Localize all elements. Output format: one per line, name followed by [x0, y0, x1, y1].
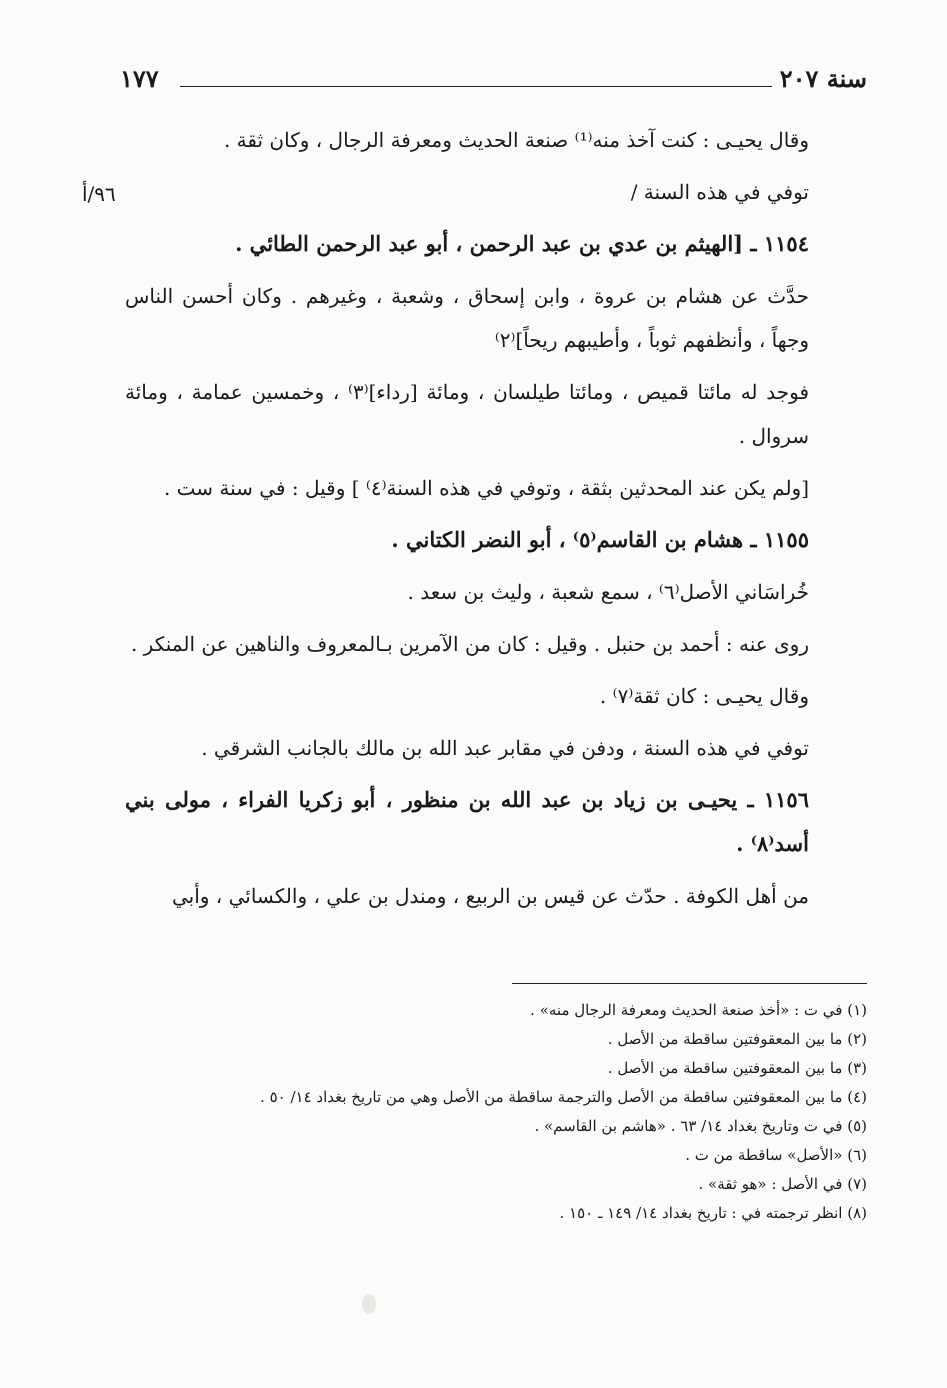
footnote: (١) في ت : «أخذ صنعة الحديث ومعرفة الرجال منه» . [530, 1001, 867, 1019]
paragraph: توفي في هذه السنة ، ودفن في مقابر عبد الله بن مالك بالجانب الشرقي . [201, 736, 809, 760]
main-text [125, 118, 867, 926]
footnote: (٥) في ت وتاريخ بغداد ١٤/ ٦٣ . «هاشم بن القاسم» . [534, 1117, 867, 1135]
paragraph: [ولم يكن عند المحدثين بثقة ، وتوفي في هذه السنة⁽٤⁾ ] وقيل : في سنة ست . [163, 476, 809, 500]
header-rule [180, 86, 772, 87]
paragraph: وقال يحيـى : كنت آخذ منه⁽¹⁾ صنعة الحديث ومعرفة الرجال ، وكان ثقة . [223, 128, 809, 152]
paragraph: توفي في هذه السنة / [630, 180, 809, 204]
paragraph: وقال يحيـى : كان ثقة⁽٧⁾ . [599, 684, 809, 708]
footnote-rule [512, 983, 867, 984]
paragraph: خُراسَاني الأصل⁽٦⁾ ، سمع شعبة ، وليث بن سعد . [407, 580, 809, 604]
paper-smudge [362, 1294, 376, 1314]
paragraph: فوجد له مائتا قميص ، ومائتا طيلسان ، ومائة [رداء]⁽٣⁾ ، وخمسين عمامة ، ومائة سروال . [125, 380, 810, 448]
footnotes [125, 996, 867, 1228]
footnote: (٢) ما بين المعقوفتين ساقطة من الأصل . [607, 1030, 867, 1048]
footnote: (٧) في الأصل : «هو ثقة» . [698, 1175, 867, 1193]
running-head-year: سنة ٢٠٧ [779, 64, 867, 93]
paragraph: حدَّث عن هشام بن عروة ، وابن إسحاق ، وشعبة ، وغيرهم . وكان أحسن الناس وجهاً ، وأنظفهم ثوباً ، وأطيبهم ريحاً]⁽٢⁾ [125, 284, 809, 352]
footnote: (٤) ما بين المعقوفتين ساقطة من الأصل والترجمة ساقطة من الأصل وهي من تاريخ بغداد ١٤/ ٥٠ . [260, 1088, 867, 1106]
footnote: (٨) انظر ترجمته في : تاريخ بغداد ١٤/ ١٤٩ ـ ١٥٠ . [559, 1204, 867, 1222]
page-number: ١٧٧ [120, 64, 159, 93]
page-header [120, 64, 867, 104]
manuscript-folio-note: ٩٦/أ [82, 182, 116, 206]
entry-heading: ١١٥٦ ـ يحيـى بن زياد بن عبد الله بن منظور ، أبو زكريا الفراء ، مولى بني أسد⁽٨⁾ . [125, 787, 809, 856]
footnote: (٦) «الأصل» ساقطة من ت . [685, 1146, 867, 1164]
entry-heading: ١١٥٥ ـ هشام بن القاسم⁽٥⁾ ، أبو النضر الكتاني . [391, 527, 809, 552]
paragraph: من أهل الكوفة . حدّث عن قيس بن الربيع ، ومندل بن علي ، والكسائي ، وأبي [171, 884, 809, 908]
entry-heading: ١١٥٤ ـ [الهيثم بن عدي بن عبد الرحمن ، أبو عبد الرحمن الطائي . [235, 231, 809, 256]
footnote: (٣) ما بين المعقوفتين ساقطة من الأصل . [607, 1059, 867, 1077]
paragraph: روى عنه : أحمد بن حنبل . وقيل : كان من الآمرين بـالمعروف والناهين عن المنكر . [130, 632, 809, 656]
